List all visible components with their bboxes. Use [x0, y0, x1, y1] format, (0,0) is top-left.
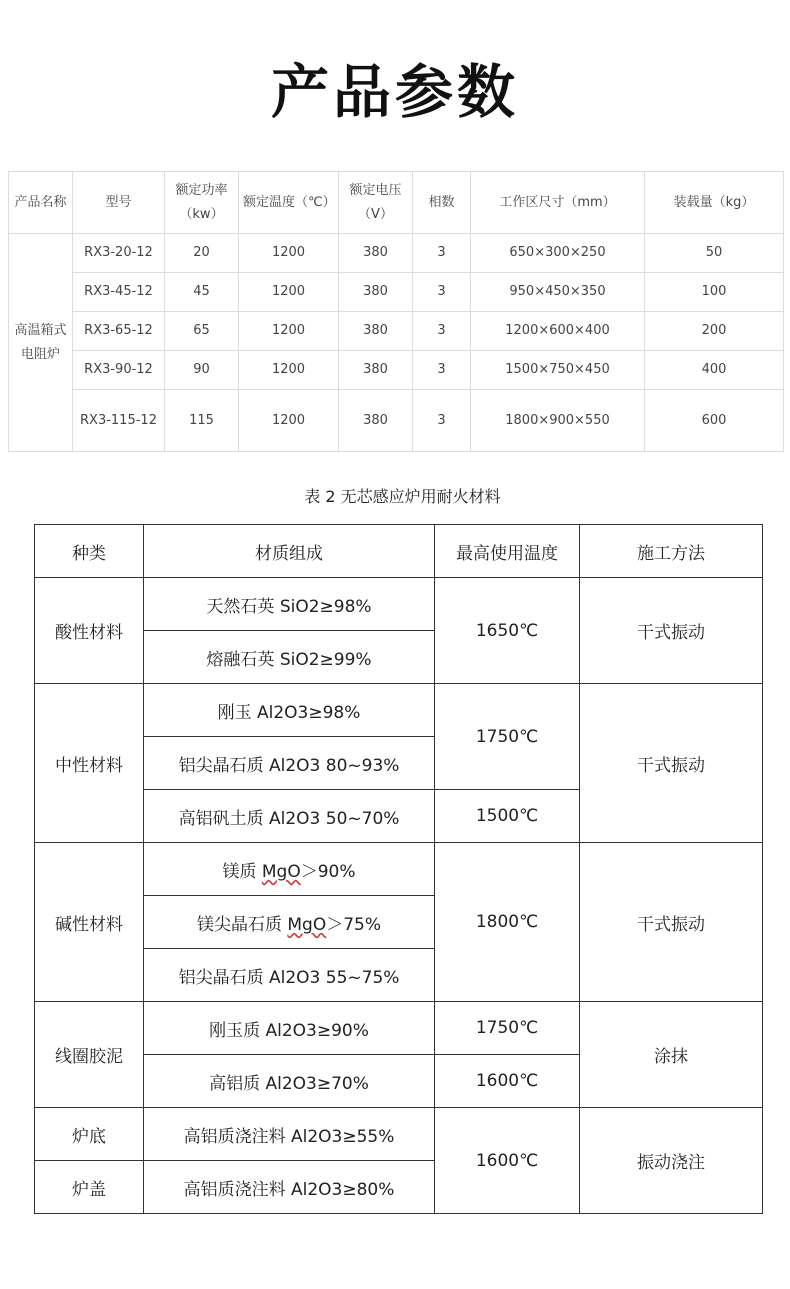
header-cell: 最高使用温度 [435, 525, 580, 578]
table-cell: 1200 [239, 390, 339, 452]
table-cell: 1200 [239, 273, 339, 312]
table-cell: 380 [339, 273, 413, 312]
method-cell: 干式振动 [580, 843, 763, 1002]
table-cell: RX3-20-12 [73, 234, 165, 273]
material-text: ＞75% [326, 914, 382, 935]
product-parameters-table [8, 171, 784, 452]
header-cell: 相数 [413, 172, 471, 234]
material-cell: 高铝矾土质 Al2O3 50~70% [144, 790, 435, 843]
table-cell: RX3-115-12 [73, 390, 165, 452]
product-name-cell: 高温箱式电阻炉 [9, 234, 73, 452]
material-cell: 铝尖晶石质 Al2O3 80~93% [144, 737, 435, 790]
header-cell: 装载量（kg） [645, 172, 784, 234]
kind-cell: 中性材料 [35, 684, 144, 843]
kind-cell: 酸性材料 [35, 578, 144, 684]
temperature-cell: 1750℃ [435, 1002, 580, 1055]
table-cell: 115 [165, 390, 239, 452]
table-row [35, 684, 763, 737]
material-cell: 高铝质浇注料 Al2O3≥80% [144, 1161, 435, 1214]
spellcheck-underlined-text: MgO [287, 914, 327, 935]
table-row [9, 390, 784, 452]
kind-cell: 碱性材料 [35, 843, 144, 1002]
table-header-row [9, 172, 784, 234]
material-text: 镁尖晶石质 [196, 914, 288, 935]
table-cell: 90 [165, 351, 239, 390]
header-cell: 材质组成 [144, 525, 435, 578]
table-row [9, 234, 784, 273]
table-header-row [35, 525, 763, 578]
table-row [9, 312, 784, 351]
table-row [35, 843, 763, 896]
material-cell: 天然石英 SiO2≥98% [144, 578, 435, 631]
table-row [35, 578, 763, 631]
material-cell: 高铝质 Al2O3≥70% [144, 1055, 435, 1108]
table-caption: 表 2 无芯感应炉用耐火材料 [304, 487, 501, 506]
table-cell: 3 [413, 273, 471, 312]
temperature-cell: 1750℃ [435, 684, 580, 790]
kind-cell: 炉底 [35, 1108, 144, 1161]
table-row [9, 273, 784, 312]
header-cell: 额定功率（kw） [165, 172, 239, 234]
table-cell: RX3-65-12 [73, 312, 165, 351]
temperature-cell: 1650℃ [435, 578, 580, 684]
header-cell: 工作区尺寸（mm） [471, 172, 645, 234]
header-cell: 种类 [35, 525, 144, 578]
table-cell: 1800×900×550 [471, 390, 645, 452]
method-cell: 涂抹 [580, 1002, 763, 1108]
table-cell: 1200 [239, 351, 339, 390]
temperature-cell: 1600℃ [435, 1055, 580, 1108]
table-cell: 380 [339, 351, 413, 390]
header-cell: 型号 [73, 172, 165, 234]
refractory-materials-table [34, 524, 763, 1214]
table-cell: 950×450×350 [471, 273, 645, 312]
table-cell: 20 [165, 234, 239, 273]
material-cell: 熔融石英 SiO2≥99% [144, 631, 435, 684]
temperature-cell: 1600℃ [435, 1108, 580, 1214]
temperature-cell: 1500℃ [435, 790, 580, 843]
table-row [35, 1002, 763, 1055]
table-cell: 50 [645, 234, 784, 273]
table-cell: 380 [339, 312, 413, 351]
table-cell: 400 [645, 351, 784, 390]
header-cell: 额定温度（℃） [239, 172, 339, 234]
table-cell: 1500×750×450 [471, 351, 645, 390]
material-cell [144, 843, 435, 896]
table-cell: 3 [413, 234, 471, 273]
table-cell: 380 [339, 234, 413, 273]
material-text: ＞90% [300, 861, 356, 882]
material-cell: 刚玉 Al2O3≥98% [144, 684, 435, 737]
table-cell: 1200 [239, 312, 339, 351]
table-cell: 45 [165, 273, 239, 312]
kind-cell: 线圈胶泥 [35, 1002, 144, 1108]
material-cell: 铝尖晶石质 Al2O3 55~75% [144, 949, 435, 1002]
material-cell [144, 896, 435, 949]
table-cell: RX3-90-12 [73, 351, 165, 390]
material-text: 镁质 [222, 861, 262, 882]
table-cell: 650×300×250 [471, 234, 645, 273]
method-cell: 干式振动 [580, 578, 763, 684]
table-cell: 3 [413, 312, 471, 351]
table-cell: 200 [645, 312, 784, 351]
table-row [9, 351, 784, 390]
page-title: 产品参数 [270, 58, 519, 126]
table-cell: 380 [339, 390, 413, 452]
table-cell: 3 [413, 390, 471, 452]
temperature-cell: 1800℃ [435, 843, 580, 1002]
table-cell: RX3-45-12 [73, 273, 165, 312]
header-cell: 产品名称 [9, 172, 73, 234]
table-cell: 100 [645, 273, 784, 312]
table-row [35, 1108, 763, 1161]
material-cell: 高铝质浇注料 Al2O3≥55% [144, 1108, 435, 1161]
header-cell: 施工方法 [580, 525, 763, 578]
table-cell: 600 [645, 390, 784, 452]
header-cell: 额定电压（V） [339, 172, 413, 234]
table-cell: 1200 [239, 234, 339, 273]
material-cell: 刚玉质 Al2O3≥90% [144, 1002, 435, 1055]
method-cell: 干式振动 [580, 684, 763, 843]
spellcheck-underlined-text: MgO [261, 861, 301, 882]
method-cell: 振动浇注 [580, 1108, 763, 1214]
table-cell: 1200×600×400 [471, 312, 645, 351]
table-cell: 3 [413, 351, 471, 390]
kind-cell: 炉盖 [35, 1161, 144, 1214]
table-cell: 65 [165, 312, 239, 351]
